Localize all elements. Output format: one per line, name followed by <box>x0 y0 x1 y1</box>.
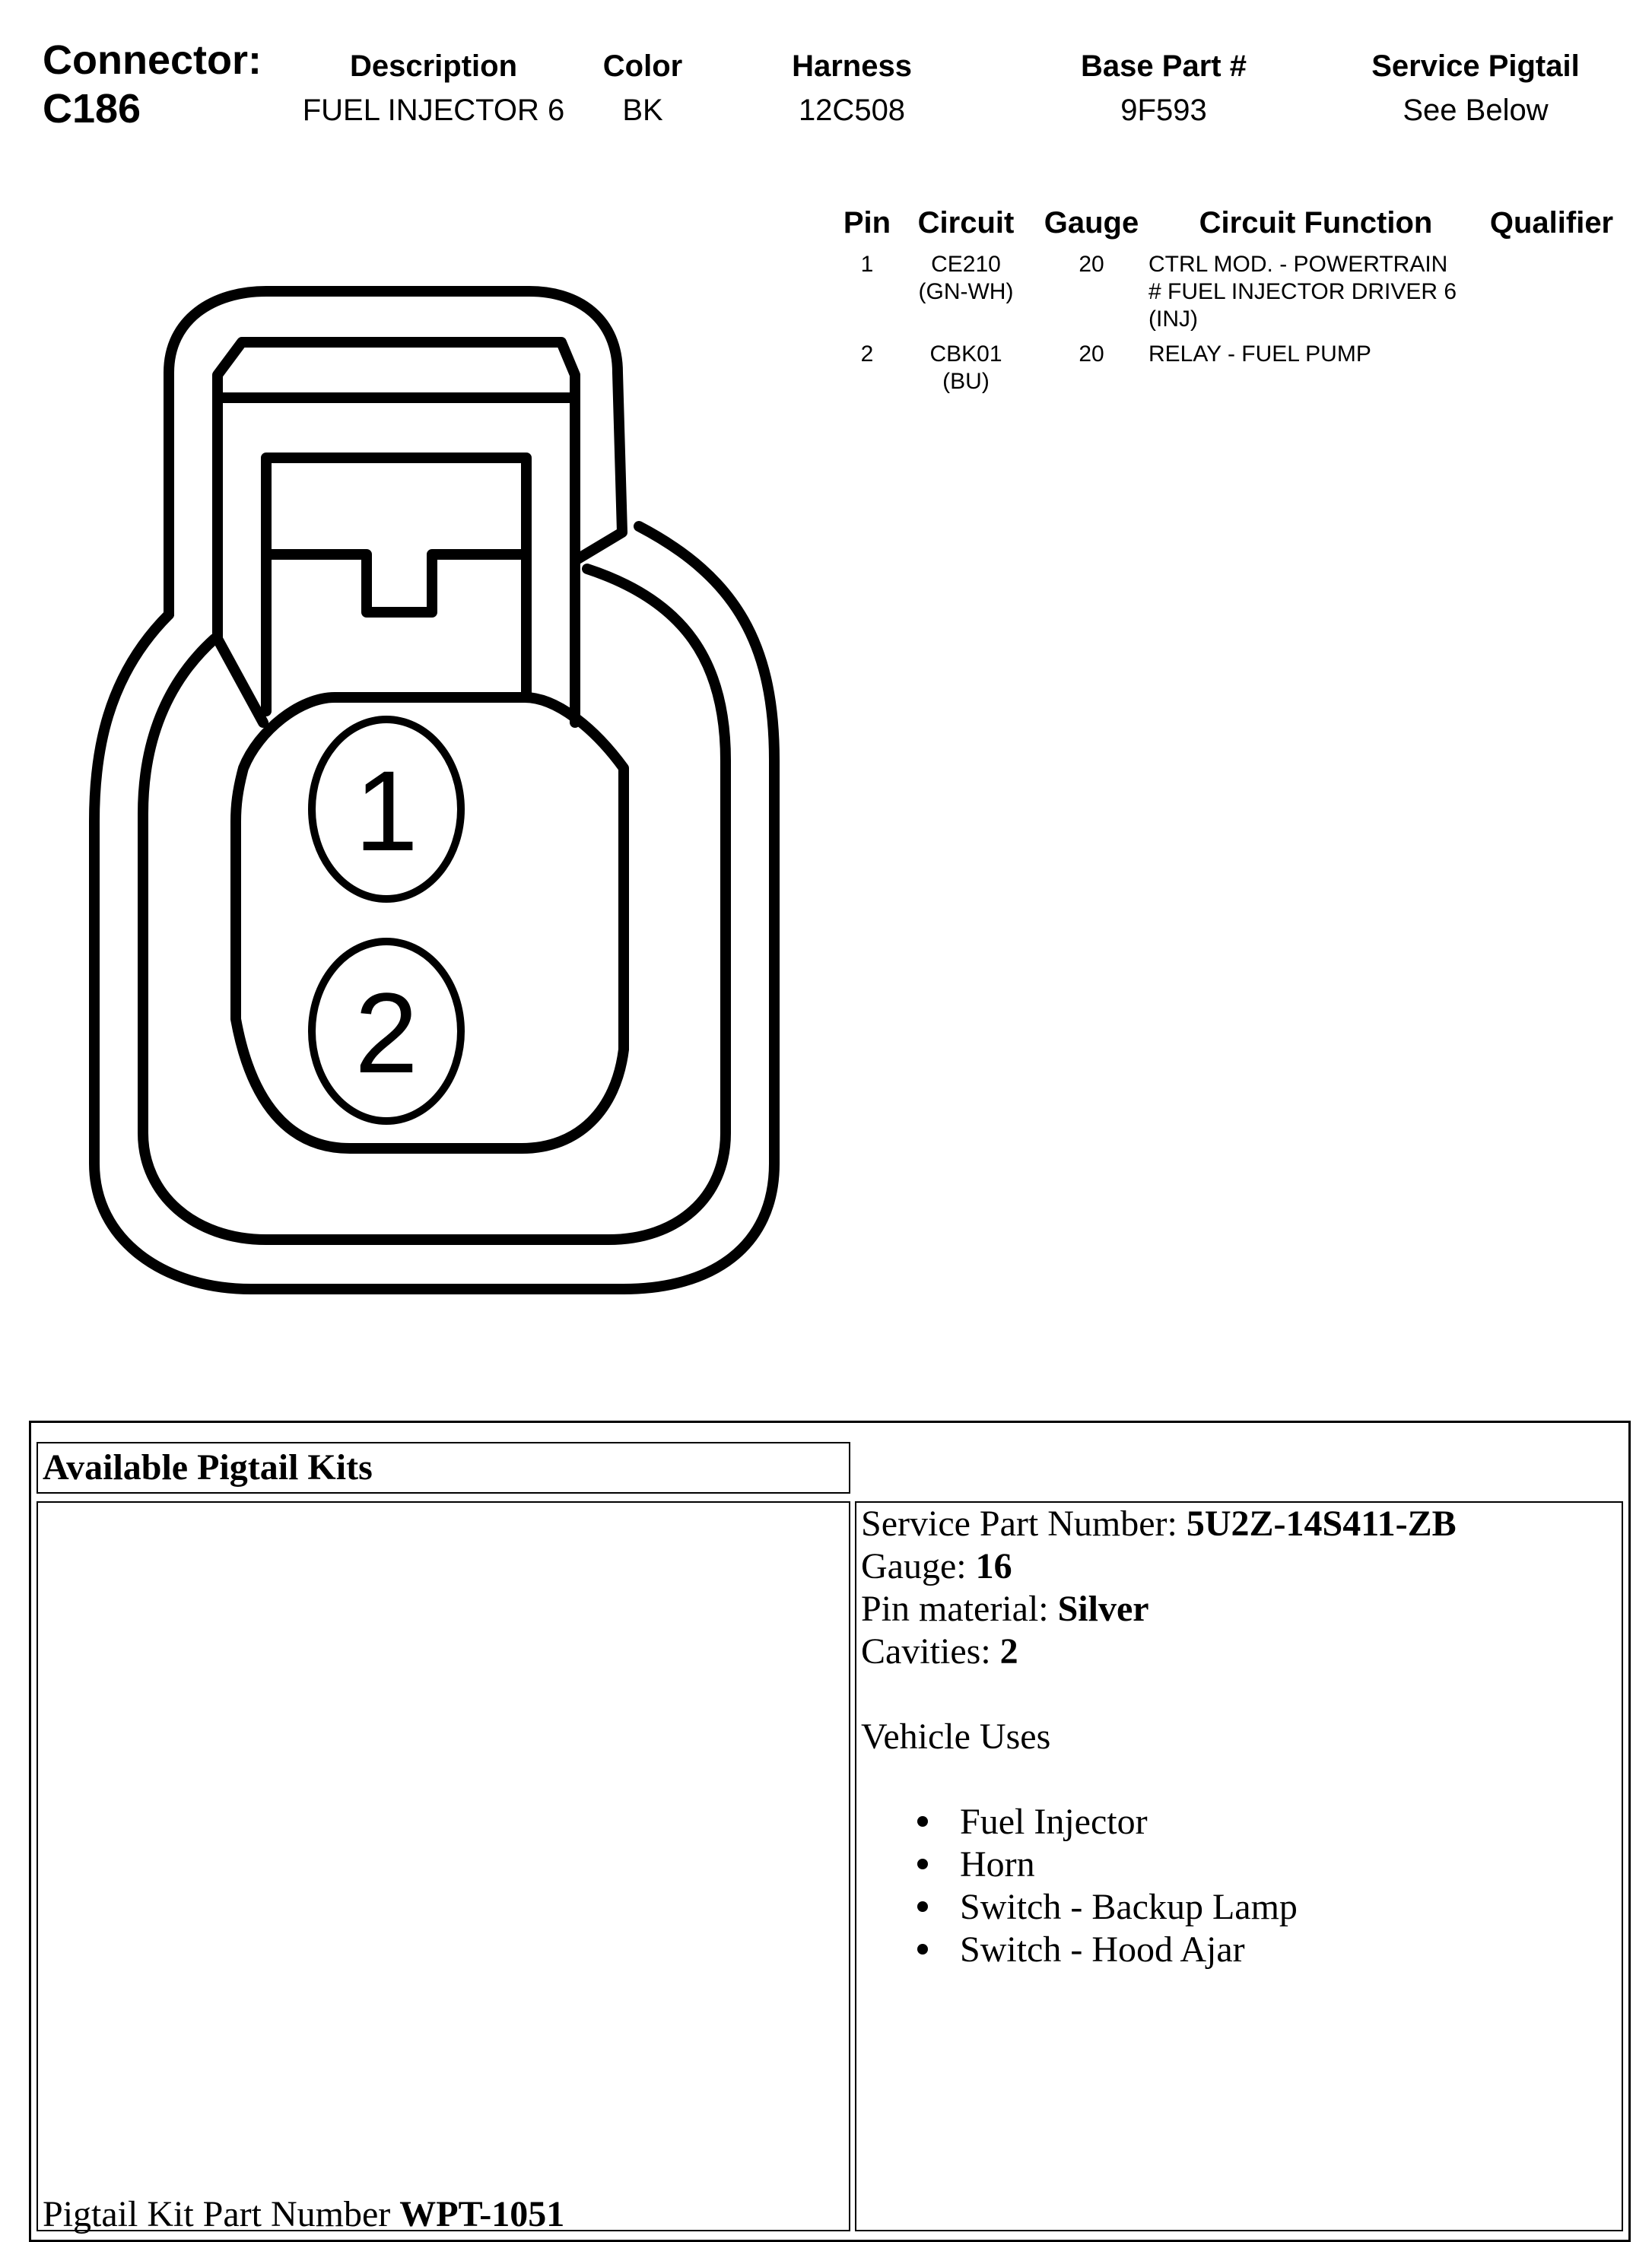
function-col-header: Circuit Function <box>1199 206 1433 240</box>
circuit-function-line: (INJ) <box>1148 306 1198 332</box>
pigtail-title-cell <box>37 1442 850 1494</box>
list-item <box>917 1843 1457 1886</box>
harness-value: 12C508 <box>798 94 906 127</box>
circuit-col-header: Circuit <box>917 206 1015 240</box>
pin-material-line <box>861 1588 1457 1631</box>
pin-2-label: 2 <box>354 969 418 1097</box>
pin-material-value: Silver <box>1057 1589 1149 1629</box>
service-pigtail-value: See Below <box>1403 94 1549 127</box>
vehicle-use: Fuel Injector <box>960 1802 1148 1842</box>
kit-part-number: WPT-1051 <box>399 2194 565 2234</box>
harness-header: Harness <box>792 49 912 83</box>
pigtail-image-cell <box>37 1501 850 2234</box>
kit-part-label: Pigtail Kit Part Number <box>43 2194 400 2234</box>
pin-cavity-outline <box>236 697 624 1148</box>
pigtail-details-cell <box>855 1501 1623 2231</box>
description-header: Description <box>349 49 518 83</box>
service-part-number: 5U2Z-14S411-ZB <box>1186 1504 1457 1544</box>
circuit-function-line: RELAY - FUEL PUMP <box>1148 341 1371 367</box>
color-header: Color <box>602 49 683 83</box>
gauge-col-header: Gauge <box>1044 206 1139 240</box>
bullet-icon <box>917 1816 928 1827</box>
service-part-line <box>861 1503 1457 1545</box>
pin-col-header: Pin <box>843 206 891 240</box>
gauge-number: 16 <box>975 1546 1012 1586</box>
connector-label: Connector: <box>43 37 262 83</box>
gauge-line <box>861 1545 1457 1588</box>
bullet-icon <box>917 1944 928 1955</box>
gauge-label: Gauge: <box>861 1546 976 1586</box>
connector-face-diagram <box>0 0 837 1339</box>
pin-1-label: 1 <box>354 747 418 875</box>
qualifier-col-header: Qualifier <box>1489 206 1614 240</box>
cavities-line <box>861 1631 1457 1673</box>
circuit-id: CE210 <box>931 252 1001 277</box>
key-slot-outline <box>266 458 526 711</box>
pigtail-title: Available Pigtail Kits <box>43 1447 373 1488</box>
circuit-color: (GN-WH) <box>918 279 1014 304</box>
base-part-value: 9F593 <box>1120 94 1207 127</box>
vehicle-use: Horn <box>960 1844 1035 1885</box>
circuit-function-line: # FUEL INJECTOR DRIVER 6 <box>1148 279 1457 304</box>
pigtail-kit-part <box>43 2193 564 2236</box>
service-part-label: Service Part Number: <box>861 1504 1187 1544</box>
pin-material-label: Pin material: <box>861 1589 1058 1629</box>
service-pigtail-header: Service Pigtail <box>1371 49 1580 83</box>
color-value: BK <box>622 94 663 127</box>
description-value: FUEL INJECTOR 6 <box>302 94 565 127</box>
gauge-value: 20 <box>1079 252 1104 277</box>
list-item <box>917 1801 1457 1843</box>
connector-body-outer <box>94 526 774 1289</box>
connector-id: C186 <box>43 86 141 132</box>
base-part-header: Base Part # <box>1081 49 1247 83</box>
pin-number: 1 <box>860 252 874 277</box>
pin-number: 2 <box>860 341 874 367</box>
bullet-icon <box>917 1901 928 1912</box>
vehicle-use: Switch - Hood Ajar <box>960 1929 1245 1970</box>
list-item <box>917 1929 1457 1971</box>
gauge-value: 20 <box>1079 341 1104 367</box>
circuit-function-line: CTRL MOD. - POWERTRAIN <box>1148 252 1448 277</box>
vehicle-use: Switch - Backup Lamp <box>960 1887 1298 1927</box>
circuit-color: (BU) <box>942 369 990 394</box>
bullet-icon <box>917 1859 928 1869</box>
vehicle-uses-list <box>917 1801 1457 1971</box>
vehicle-uses-heading: Vehicle Uses <box>861 1716 1051 1757</box>
list-item <box>917 1886 1457 1929</box>
circuit-id: CBK01 <box>929 341 1002 367</box>
cavities-label: Cavities: <box>861 1631 1000 1672</box>
cavities-value: 2 <box>999 1631 1018 1672</box>
